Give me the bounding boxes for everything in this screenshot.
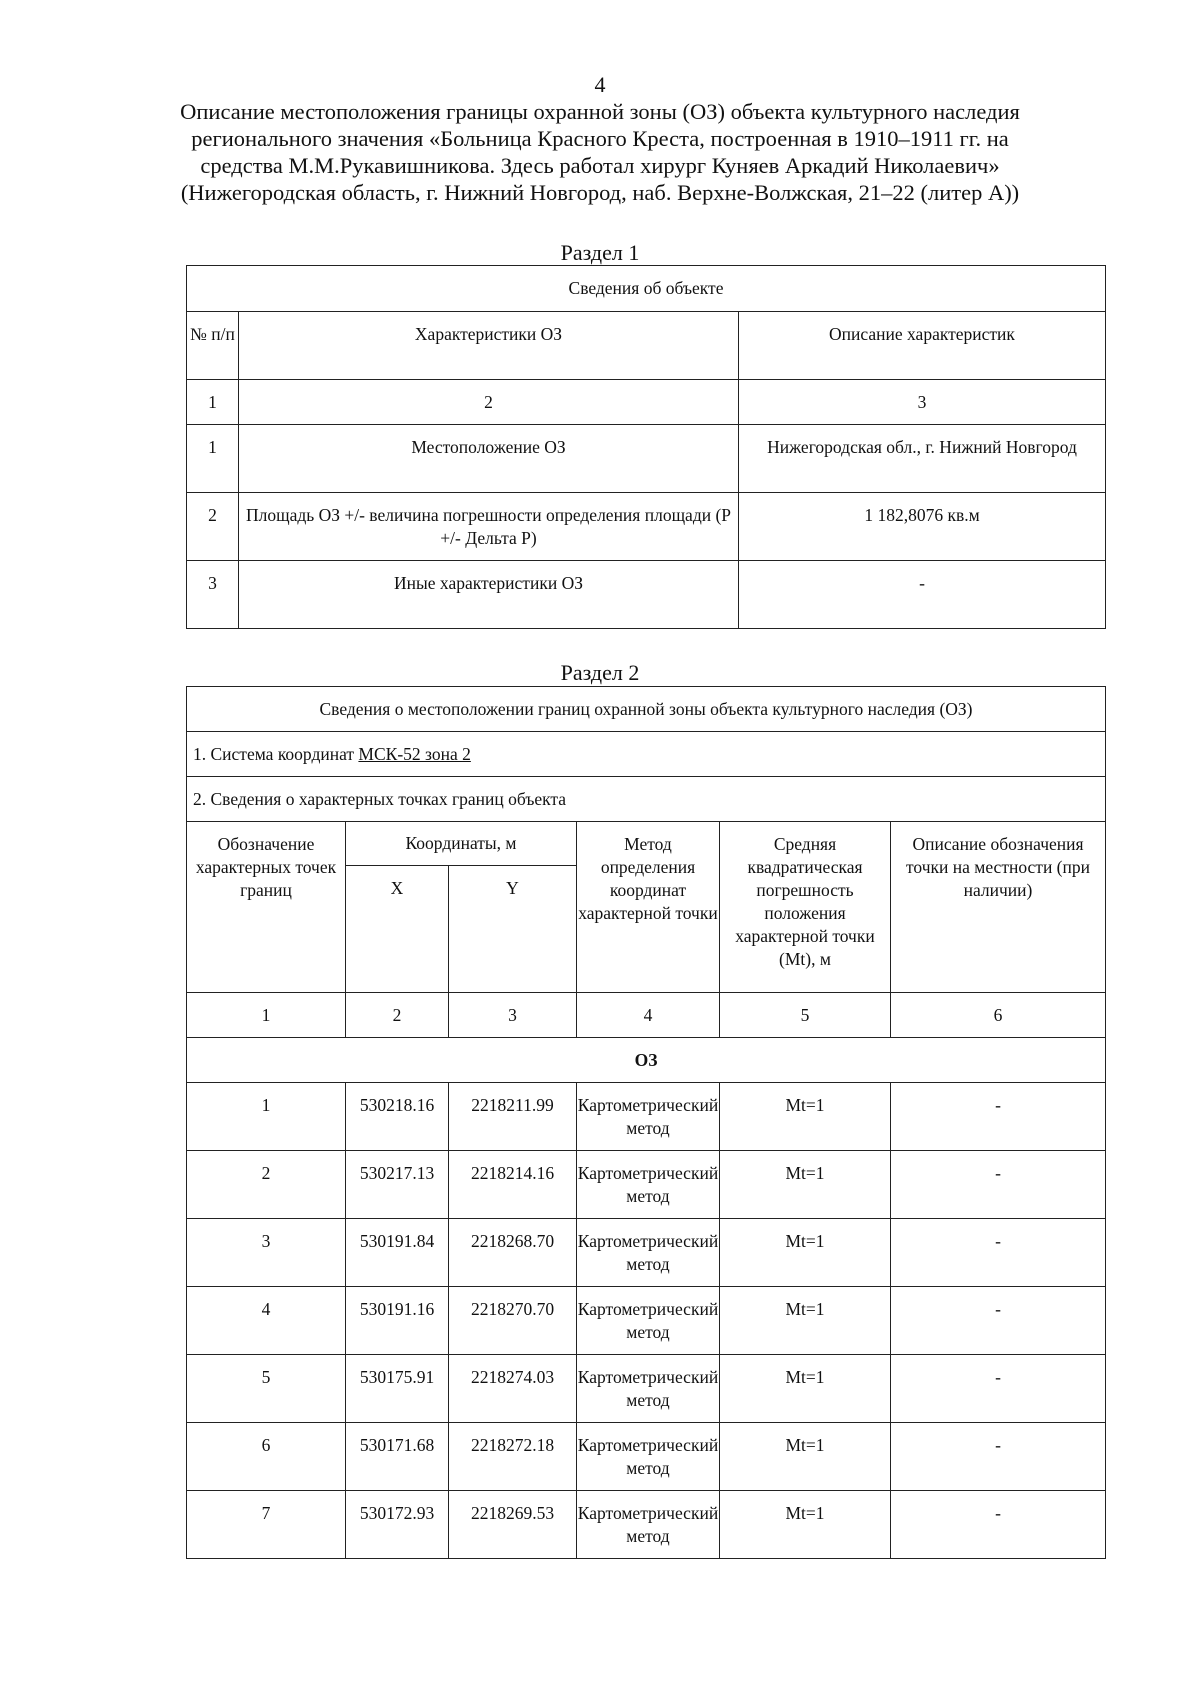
- column-number: 6: [891, 993, 1106, 1038]
- coord-system-row: [187, 732, 1106, 777]
- point-x: 530218.16: [346, 1083, 449, 1151]
- point-y: 2218269.53: [449, 1491, 577, 1559]
- column-header: X: [346, 866, 449, 993]
- point-description: -: [891, 1491, 1106, 1559]
- column-header: № п/п: [187, 312, 239, 380]
- section2-title: Раздел 2: [560, 660, 640, 685]
- title-line: Описание местоположения границы охранной зоны (ОЗ) объекта культурного наследия: [180, 99, 1020, 124]
- row-value: 1 182,8076 кв.м: [739, 493, 1106, 561]
- point-method: Картометрический метод: [577, 1083, 720, 1151]
- point-x: 530191.84: [346, 1219, 449, 1287]
- point-id: 1: [187, 1083, 346, 1151]
- row-number: 2: [187, 493, 239, 561]
- column-header: Характеристики ОЗ: [239, 312, 739, 380]
- table-row: [187, 561, 1106, 629]
- column-number: 1: [187, 380, 239, 425]
- column-number: 2: [346, 993, 449, 1038]
- point-method: Картометрический метод: [577, 1491, 720, 1559]
- point-x: 530217.13: [346, 1151, 449, 1219]
- point-id: 6: [187, 1423, 346, 1491]
- coord-system-label: 1. Система координат: [193, 743, 355, 764]
- point-x: 530191.16: [346, 1287, 449, 1355]
- boundary-points-table: [186, 686, 1106, 1559]
- point-mt: Mt=1: [720, 1355, 891, 1423]
- point-id: 2: [187, 1151, 346, 1219]
- point-y: 2218272.18: [449, 1423, 577, 1491]
- column-header: Обозначение характерных точек границ: [187, 822, 346, 993]
- point-mt: Mt=1: [720, 1287, 891, 1355]
- point-description: -: [891, 1355, 1106, 1423]
- table-row: [187, 1083, 1106, 1151]
- point-description: -: [891, 1151, 1106, 1219]
- column-number: 2: [239, 380, 739, 425]
- title-line: (Нижегородская область, г. Нижний Новгород, наб. Верхне-Волжская, 21–22 (литер А)): [180, 180, 1020, 205]
- section1-title: Раздел 1: [560, 240, 640, 265]
- row-value: Нижегородская обл., г. Нижний Новгород: [739, 425, 1106, 493]
- column-number: 3: [449, 993, 577, 1038]
- point-id: 5: [187, 1355, 346, 1423]
- point-x: 530172.93: [346, 1491, 449, 1559]
- table-row: [187, 493, 1106, 561]
- point-y: 2218214.16: [449, 1151, 577, 1219]
- page-number: 4: [594, 72, 606, 97]
- row-number: 3: [187, 561, 239, 629]
- column-header: Координаты, м: [346, 822, 577, 866]
- row-value: -: [739, 561, 1106, 629]
- row-name: Местоположение ОЗ: [239, 425, 739, 493]
- table-row: [187, 425, 1106, 493]
- title-line: регионального значения «Больница Красного Креста, построенная в 1910–1911 гг. на: [191, 126, 1009, 151]
- point-y: 2218268.70: [449, 1219, 577, 1287]
- table-row: [187, 1355, 1106, 1423]
- point-method: Картометрический метод: [577, 1151, 720, 1219]
- column-header: Описание характеристик: [739, 312, 1106, 380]
- column-header: Y: [449, 866, 577, 993]
- table-row: [187, 1491, 1106, 1559]
- table-row: [187, 1423, 1106, 1491]
- point-mt: Mt=1: [720, 1219, 891, 1287]
- point-method: Картометрический метод: [577, 1287, 720, 1355]
- table-row: [187, 1219, 1106, 1287]
- point-mt: Mt=1: [720, 1083, 891, 1151]
- title-line: средства М.М.Рукавишникова. Здесь работал хирург Куняев Аркадий Николаевич»: [200, 153, 1000, 178]
- point-description: -: [891, 1287, 1106, 1355]
- point-mt: Mt=1: [720, 1151, 891, 1219]
- column-number: 3: [739, 380, 1106, 425]
- column-number: 5: [720, 993, 891, 1038]
- row-name: Иные характеристики ОЗ: [239, 561, 739, 629]
- point-x: 530175.91: [346, 1355, 449, 1423]
- point-method: Картометрический метод: [577, 1355, 720, 1423]
- point-x: 530171.68: [346, 1423, 449, 1491]
- point-y: 2218211.99: [449, 1083, 577, 1151]
- point-description: -: [891, 1083, 1106, 1151]
- row-name: Площадь ОЗ +/- величина погрешности определения площади (P +/- Дельта P): [239, 493, 739, 561]
- point-y: 2218274.03: [449, 1355, 577, 1423]
- point-id: 3: [187, 1219, 346, 1287]
- row-number: 1: [187, 425, 239, 493]
- points-header: 2. Сведения о характерных точках границ объекта: [187, 777, 1106, 822]
- group-label: ОЗ: [187, 1038, 1106, 1083]
- column-header: Описание обозначения точки на местности (при наличии): [891, 822, 1106, 993]
- point-method: Картометрический метод: [577, 1423, 720, 1491]
- point-mt: Mt=1: [720, 1491, 891, 1559]
- point-id: 4: [187, 1287, 346, 1355]
- column-number: 1: [187, 993, 346, 1038]
- point-y: 2218270.70: [449, 1287, 577, 1355]
- table-row: [187, 1151, 1106, 1219]
- point-description: -: [891, 1219, 1106, 1287]
- coord-system-value: МСК-52 зона 2: [358, 743, 471, 764]
- point-id: 7: [187, 1491, 346, 1559]
- point-method: Картометрический метод: [577, 1219, 720, 1287]
- column-number: 4: [577, 993, 720, 1038]
- point-mt: Mt=1: [720, 1423, 891, 1491]
- point-description: -: [891, 1423, 1106, 1491]
- table-header: Сведения о местоположении границ охранной зоны объекта культурного наследия (ОЗ): [187, 687, 1106, 732]
- column-header: Метод определения координат характерной точки: [577, 822, 720, 993]
- table-header: Сведения об объекте: [187, 266, 1106, 312]
- document-title: [150, 98, 1050, 206]
- object-info-table: [186, 265, 1106, 629]
- table-row: [187, 1287, 1106, 1355]
- column-header: Средняя квадратическая погрешность положения характерной точки (Mt), м: [720, 822, 891, 993]
